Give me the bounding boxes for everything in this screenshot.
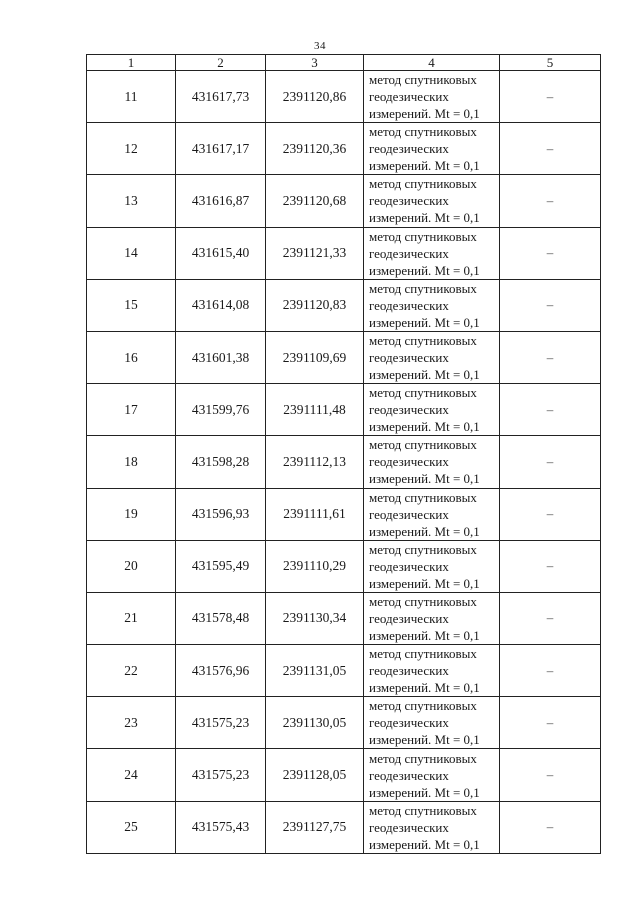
y-coordinate-cell: 2391127,75 (266, 801, 364, 853)
method-line-1: метод спутниковых (369, 489, 477, 505)
y-coordinate-cell: 2391120,36 (266, 123, 364, 175)
column-header-2: 2 (176, 55, 266, 71)
method-line-2: геодезических (369, 819, 449, 835)
method-cell (364, 331, 500, 383)
method-line-1: метод спутниковых (369, 228, 477, 244)
method-line-3: измерений. Mt = 0,1 (369, 627, 480, 643)
note-cell: – (500, 436, 601, 488)
y-coordinate-cell: 2391111,48 (266, 384, 364, 436)
x-coordinate-cell: 431578,48 (176, 592, 266, 644)
method-line-3: измерений. Mt = 0,1 (369, 836, 480, 852)
method-line-2: геодезических (369, 454, 449, 470)
method-line-2: геодезических (369, 767, 449, 783)
method-cell (364, 592, 500, 644)
point-number-cell: 22 (87, 645, 176, 697)
method-line-1: метод спутниковых (369, 176, 477, 192)
table-row (87, 540, 601, 592)
method-line-1: метод спутниковых (369, 593, 477, 609)
method-line-3: измерений. Mt = 0,1 (369, 158, 480, 174)
method-line-2: геодезических (369, 193, 449, 209)
method-line-2: геодезических (369, 715, 449, 731)
point-number-cell: 15 (87, 279, 176, 331)
table-row (87, 697, 601, 749)
y-coordinate-cell: 2391130,05 (266, 697, 364, 749)
x-coordinate-cell: 431595,49 (176, 540, 266, 592)
note-cell: – (500, 645, 601, 697)
x-coordinate-cell: 431576,96 (176, 645, 266, 697)
method-cell (364, 384, 500, 436)
x-coordinate-cell: 431617,73 (176, 71, 266, 123)
note-cell: – (500, 592, 601, 644)
method-line-2: геодезических (369, 89, 449, 105)
method-cell (364, 697, 500, 749)
method-line-1: метод спутниковых (369, 698, 477, 714)
method-cell (364, 175, 500, 227)
table-row (87, 801, 601, 853)
x-coordinate-cell: 431596,93 (176, 488, 266, 540)
point-number-cell: 14 (87, 227, 176, 279)
table-header-row (87, 55, 601, 71)
table-row (87, 227, 601, 279)
table-row (87, 331, 601, 383)
method-line-2: геодезических (369, 610, 449, 626)
x-coordinate-cell: 431575,23 (176, 749, 266, 801)
note-cell: – (500, 331, 601, 383)
y-coordinate-cell: 2391112,13 (266, 436, 364, 488)
point-number-cell: 13 (87, 175, 176, 227)
y-coordinate-cell: 2391110,29 (266, 540, 364, 592)
method-line-3: измерений. Mt = 0,1 (369, 523, 480, 539)
method-line-2: геодезических (369, 558, 449, 574)
point-number-cell: 19 (87, 488, 176, 540)
method-line-3: измерений. Mt = 0,1 (369, 106, 480, 122)
method-line-2: геодезических (369, 663, 449, 679)
method-cell (364, 801, 500, 853)
method-line-1: метод спутниковых (369, 541, 477, 557)
table-row (87, 384, 601, 436)
method-cell (364, 488, 500, 540)
note-cell: – (500, 227, 601, 279)
x-coordinate-cell: 431615,40 (176, 227, 266, 279)
method-line-2: геодезических (369, 506, 449, 522)
method-cell (364, 645, 500, 697)
method-line-3: измерений. Mt = 0,1 (369, 575, 480, 591)
page-number: 34 (314, 40, 326, 52)
table-row (87, 436, 601, 488)
method-line-3: измерений. Mt = 0,1 (369, 367, 480, 383)
method-line-2: геодезических (369, 141, 449, 157)
table-row (87, 279, 601, 331)
column-header-1: 1 (87, 55, 176, 71)
point-number-cell: 11 (87, 71, 176, 123)
column-header-3: 3 (266, 55, 364, 71)
point-number-cell: 23 (87, 697, 176, 749)
y-coordinate-cell: 2391120,83 (266, 279, 364, 331)
y-coordinate-cell: 2391121,33 (266, 227, 364, 279)
method-line-3: измерений. Mt = 0,1 (369, 471, 480, 487)
table-row (87, 592, 601, 644)
note-cell: – (500, 801, 601, 853)
x-coordinate-cell: 431617,17 (176, 123, 266, 175)
coordinates-table (86, 54, 601, 854)
method-cell (364, 436, 500, 488)
note-cell: – (500, 488, 601, 540)
method-line-1: метод спутниковых (369, 124, 477, 140)
note-cell: – (500, 279, 601, 331)
method-line-2: геодезических (369, 350, 449, 366)
method-line-1: метод спутниковых (369, 280, 477, 296)
method-line-3: измерений. Mt = 0,1 (369, 784, 480, 800)
method-cell (364, 279, 500, 331)
method-line-1: метод спутниковых (369, 750, 477, 766)
note-cell: – (500, 71, 601, 123)
method-cell (364, 123, 500, 175)
column-header-4: 4 (364, 55, 500, 71)
point-number-cell: 16 (87, 331, 176, 383)
note-cell: – (500, 384, 601, 436)
method-line-2: геодезических (369, 245, 449, 261)
method-line-3: измерений. Mt = 0,1 (369, 314, 480, 330)
point-number-cell: 18 (87, 436, 176, 488)
y-coordinate-cell: 2391120,68 (266, 175, 364, 227)
table-body (87, 71, 601, 854)
method-line-1: метод спутниковых (369, 646, 477, 662)
method-cell (364, 227, 500, 279)
note-cell: – (500, 697, 601, 749)
method-line-1: метод спутниковых (369, 385, 477, 401)
method-line-1: метод спутниковых (369, 802, 477, 818)
method-line-3: измерений. Mt = 0,1 (369, 680, 480, 696)
table-row (87, 488, 601, 540)
x-coordinate-cell: 431575,43 (176, 801, 266, 853)
column-header-5: 5 (500, 55, 601, 71)
y-coordinate-cell: 2391120,86 (266, 71, 364, 123)
x-coordinate-cell: 431616,87 (176, 175, 266, 227)
table-row (87, 749, 601, 801)
point-number-cell: 24 (87, 749, 176, 801)
y-coordinate-cell: 2391130,34 (266, 592, 364, 644)
note-cell: – (500, 175, 601, 227)
y-coordinate-cell: 2391109,69 (266, 331, 364, 383)
note-cell: – (500, 123, 601, 175)
point-number-cell: 25 (87, 801, 176, 853)
point-number-cell: 17 (87, 384, 176, 436)
y-coordinate-cell: 2391131,05 (266, 645, 364, 697)
method-line-3: измерений. Mt = 0,1 (369, 210, 480, 226)
method-line-2: геодезических (369, 297, 449, 313)
method-cell (364, 540, 500, 592)
method-line-1: метод спутниковых (369, 333, 477, 349)
table-row (87, 123, 601, 175)
x-coordinate-cell: 431575,23 (176, 697, 266, 749)
x-coordinate-cell: 431601,38 (176, 331, 266, 383)
x-coordinate-cell: 431614,08 (176, 279, 266, 331)
table-row (87, 71, 601, 123)
table-row (87, 175, 601, 227)
method-cell (364, 749, 500, 801)
table-row (87, 645, 601, 697)
method-line-3: измерений. Mt = 0,1 (369, 419, 480, 435)
method-line-2: геодезических (369, 402, 449, 418)
point-number-cell: 21 (87, 592, 176, 644)
method-line-1: метод спутниковых (369, 437, 477, 453)
x-coordinate-cell: 431598,28 (176, 436, 266, 488)
method-line-1: метод спутниковых (369, 72, 477, 88)
x-coordinate-cell: 431599,76 (176, 384, 266, 436)
method-line-3: измерений. Mt = 0,1 (369, 732, 480, 748)
point-number-cell: 12 (87, 123, 176, 175)
y-coordinate-cell: 2391128,05 (266, 749, 364, 801)
note-cell: – (500, 540, 601, 592)
method-cell (364, 71, 500, 123)
point-number-cell: 20 (87, 540, 176, 592)
y-coordinate-cell: 2391111,61 (266, 488, 364, 540)
note-cell: – (500, 749, 601, 801)
method-line-3: измерений. Mt = 0,1 (369, 262, 480, 278)
